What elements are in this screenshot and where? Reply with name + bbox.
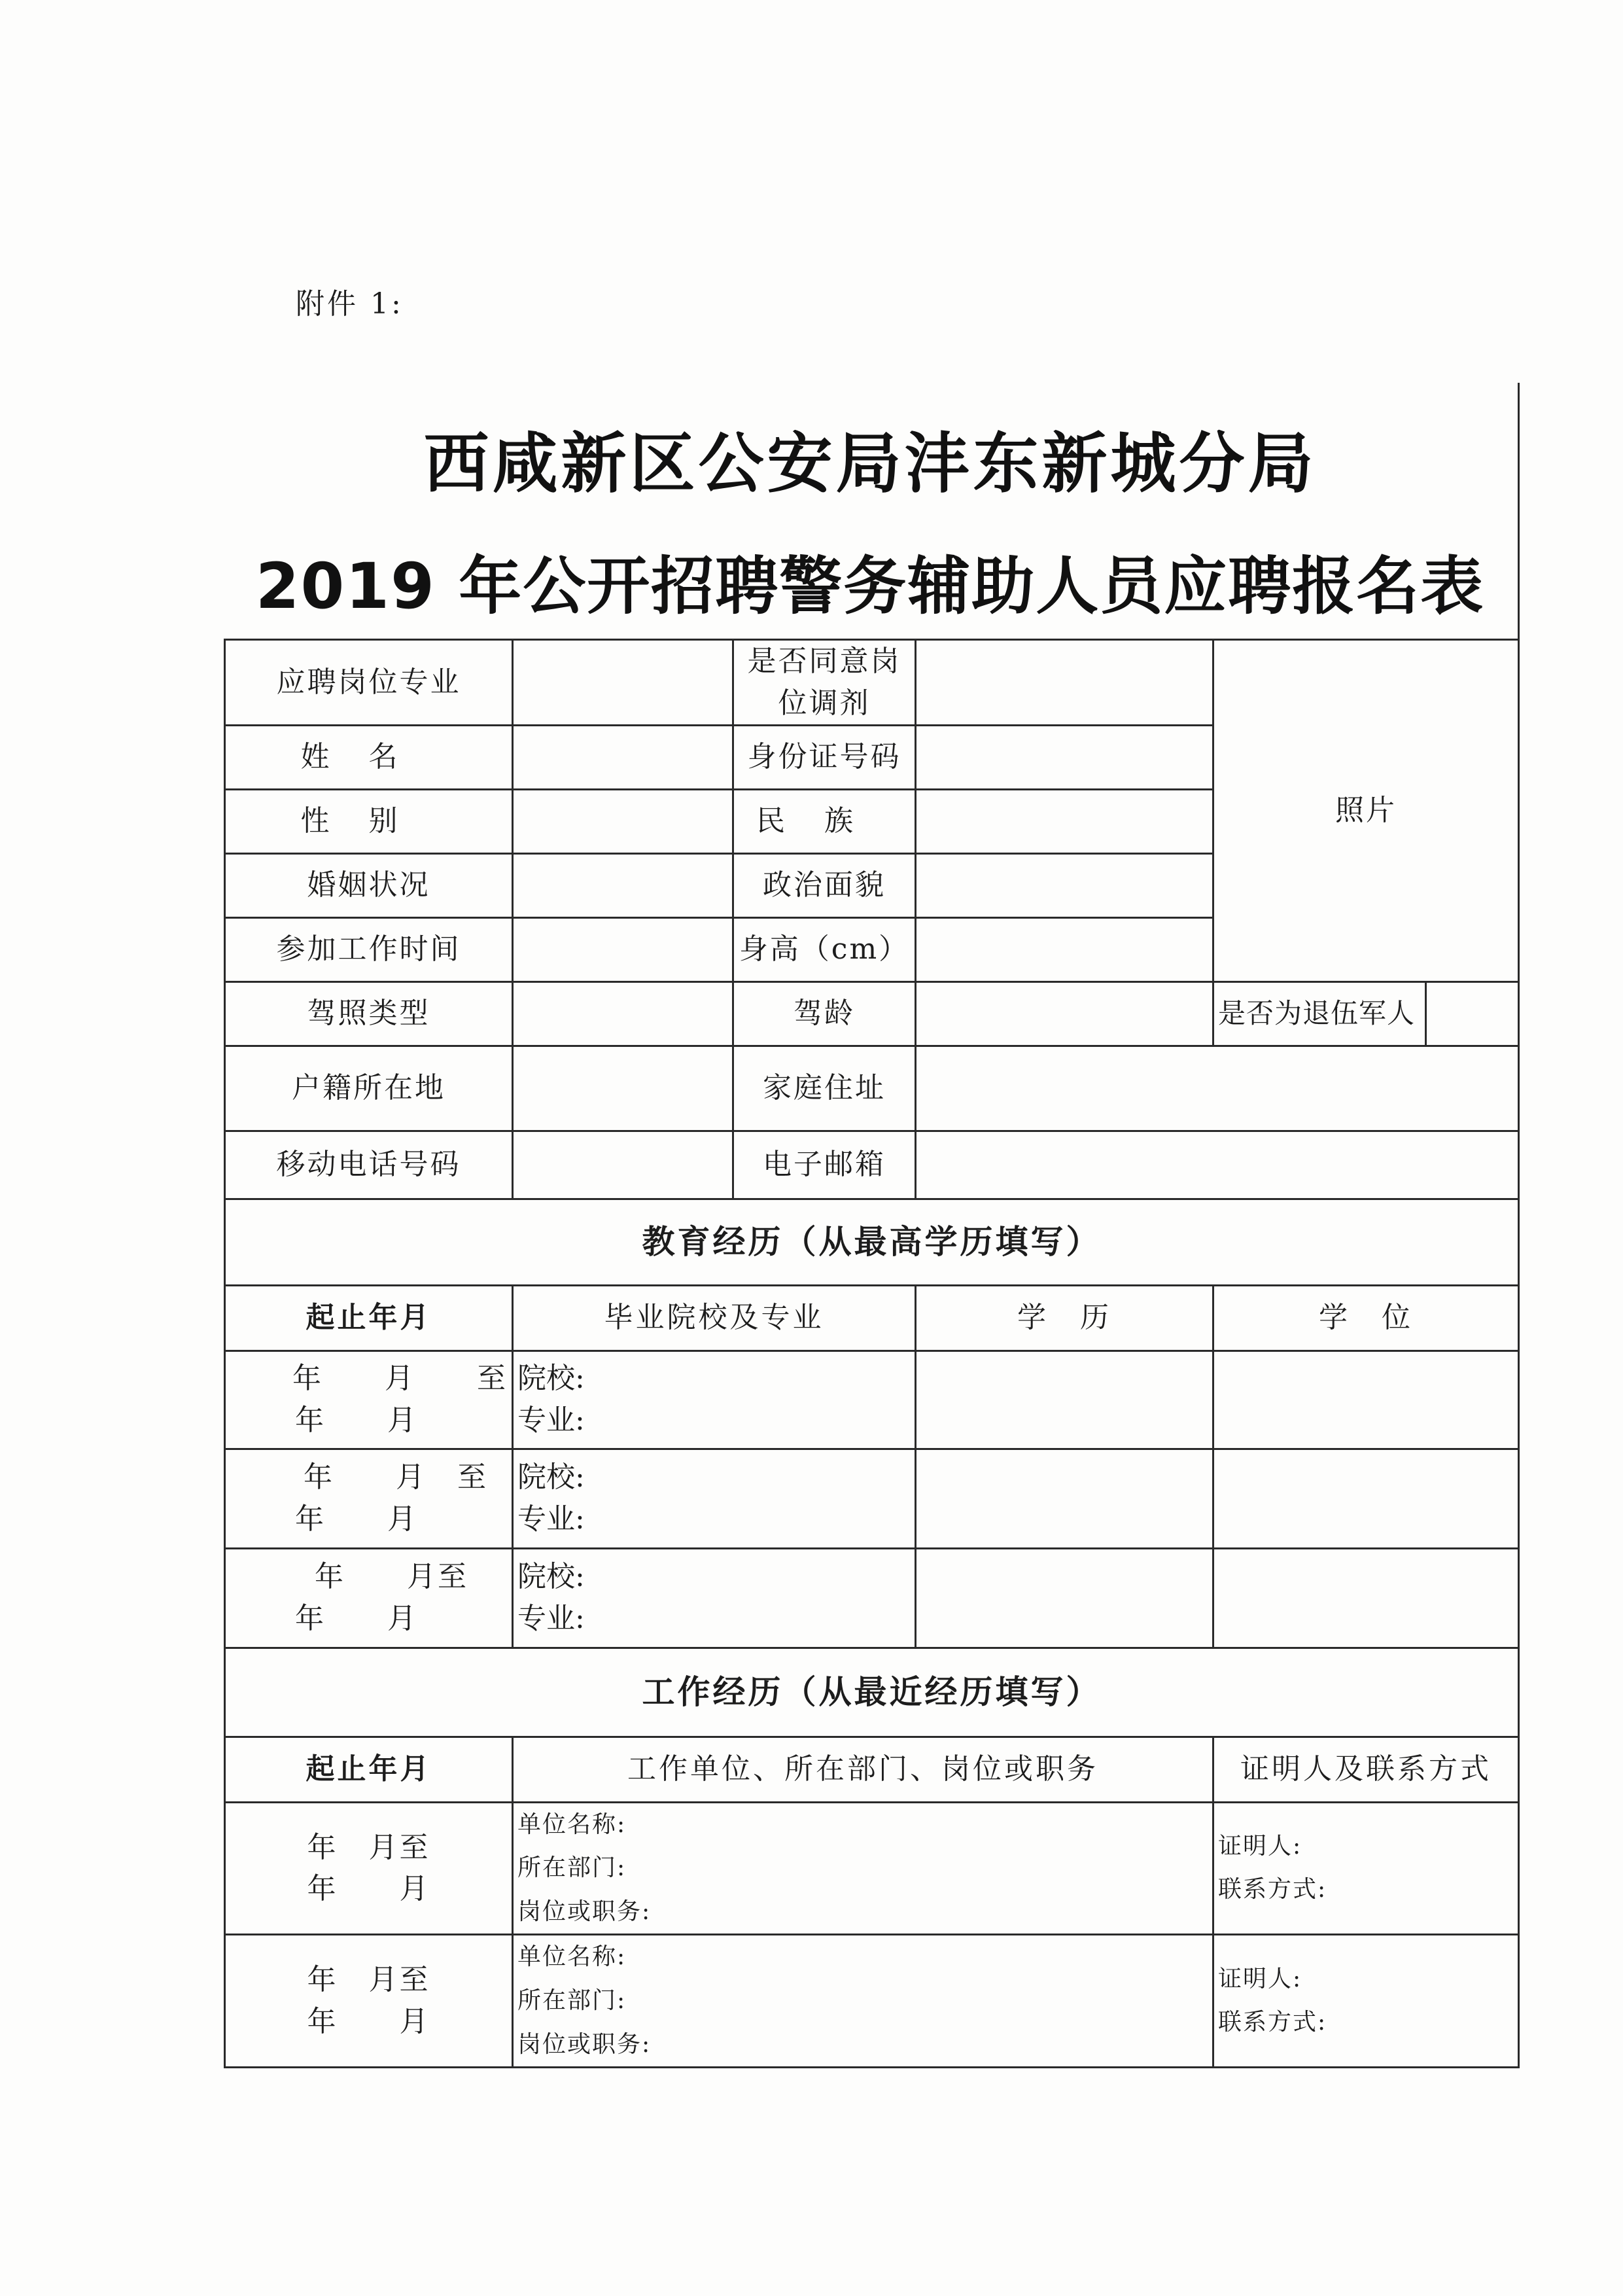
edu-period-cell[interactable]	[225, 1351, 513, 1449]
work-contact-label: 联系方式:	[1218, 2009, 1327, 2036]
label-marital-status: 婚姻状况	[225, 853, 513, 917]
edu-col-degree-level: 学 历	[916, 1285, 1213, 1351]
edu-degree-cell[interactable]	[1213, 1351, 1519, 1449]
work-section-title: 工作经历（从最近经历填写）	[225, 1648, 1519, 1737]
work-post-label: 岗位或职务:	[517, 2030, 652, 2058]
education-section-title: 教育经历（从最高学历填写）	[225, 1199, 1519, 1285]
field-agree-adjust[interactable]	[916, 640, 1213, 726]
work-col-unit: 工作单位、所在部门、岗位或职务	[513, 1737, 1213, 1802]
edu-period-cell[interactable]	[225, 1548, 513, 1648]
field-driving-years[interactable]	[916, 981, 1213, 1046]
edu-major-label: 专业:	[517, 1404, 585, 1438]
label-home-address: 家庭住址	[733, 1046, 916, 1131]
field-political-status[interactable]	[916, 853, 1213, 917]
work-unit-label: 单位名称:	[517, 1810, 627, 1838]
work-col-period: 起止年月	[225, 1737, 513, 1802]
edu-col-degree: 学 位	[1213, 1285, 1519, 1351]
label-agree-adjust-text: 是否同意岗位调剂	[747, 645, 901, 720]
edu-period-start: 年 月至	[315, 1560, 468, 1594]
edu-col-school-major: 毕业院校及专业	[513, 1285, 916, 1351]
edu-period-start: 年 月 至	[304, 1460, 488, 1494]
work-period-cell[interactable]	[225, 1802, 513, 1935]
edu-school-major-cell[interactable]	[513, 1449, 916, 1548]
edu-major-label: 专业:	[517, 1602, 585, 1636]
work-period-start: 年 月至	[307, 1963, 430, 1997]
edu-major-label: 专业:	[517, 1502, 585, 1536]
work-row	[225, 1935, 1519, 2068]
work-period-cell[interactable]	[225, 1935, 513, 2068]
work-dept-label: 所在部门:	[517, 1987, 627, 2014]
education-row	[225, 1351, 1519, 1449]
field-height[interactable]	[916, 917, 1213, 981]
edu-degree-cell[interactable]	[1213, 1449, 1519, 1548]
field-hukou-location[interactable]	[513, 1046, 733, 1131]
field-email[interactable]	[916, 1131, 1519, 1199]
edu-level-cell[interactable]	[916, 1351, 1213, 1449]
form-row-contact	[225, 1131, 1519, 1199]
field-gender[interactable]	[513, 789, 733, 853]
form-row-position	[225, 640, 1519, 726]
label-veteran: 是否为退伍军人	[1213, 981, 1426, 1046]
application-form-table	[224, 639, 1520, 2068]
label-work-start-time: 参加工作时间	[225, 917, 513, 981]
field-mobile[interactable]	[513, 1131, 733, 1199]
form-title-line1: 西咸新区公安局沣东新城分局	[423, 425, 1317, 502]
photo-label: 照片	[1335, 793, 1397, 827]
work-unit-label: 单位名称:	[517, 1943, 627, 1971]
education-row	[225, 1449, 1519, 1548]
field-home-address[interactable]	[916, 1046, 1519, 1131]
label-agree-adjust	[733, 640, 916, 726]
work-period-start: 年 月至	[307, 1830, 430, 1864]
edu-school-label: 院校:	[517, 1560, 585, 1594]
field-name[interactable]	[513, 725, 733, 789]
work-witness-label: 证明人:	[1218, 1832, 1302, 1860]
field-id-number[interactable]	[916, 725, 1213, 789]
work-period-end: 年 月	[307, 1872, 430, 1906]
label-political-status: 政治面貌	[733, 853, 916, 917]
label-hukou-location: 户籍所在地	[225, 1046, 513, 1131]
edu-degree-cell[interactable]	[1213, 1548, 1519, 1648]
work-witness-cell[interactable]	[1213, 1935, 1519, 2068]
photo-box[interactable]	[1213, 640, 1519, 982]
edu-period-start: 年 月 至	[292, 1362, 508, 1396]
work-unit-cell[interactable]	[513, 1802, 1213, 1935]
edu-level-cell[interactable]	[916, 1449, 1213, 1548]
work-contact-label: 联系方式:	[1218, 1876, 1327, 1903]
field-position-major[interactable]	[513, 640, 733, 726]
label-gender: 性别	[225, 789, 513, 853]
field-license-type[interactable]	[513, 981, 733, 1046]
work-row	[225, 1802, 1519, 1935]
edu-school-label: 院校:	[517, 1460, 585, 1494]
edu-period-cell[interactable]	[225, 1449, 513, 1548]
label-email: 电子邮箱	[733, 1131, 916, 1199]
edu-col-period: 起止年月	[225, 1285, 513, 1351]
work-post-label: 岗位或职务:	[517, 1898, 652, 1925]
work-witness-label: 证明人:	[1218, 1965, 1302, 1992]
edu-school-major-cell[interactable]	[513, 1548, 916, 1648]
work-witness-cell[interactable]	[1213, 1802, 1519, 1935]
edu-period-end: 年 月	[295, 1502, 418, 1536]
field-work-start-time[interactable]	[513, 917, 733, 981]
work-section-row	[225, 1648, 1519, 1737]
label-license-type: 驾照类型	[225, 981, 513, 1046]
form-title-line2: 2019 年公开招聘警务辅助人员应聘报名表	[255, 550, 1485, 623]
edu-school-major-cell[interactable]	[513, 1351, 916, 1449]
form-row-license	[225, 981, 1519, 1046]
work-period-end: 年 月	[307, 2005, 430, 2039]
work-dept-label: 所在部门:	[517, 1854, 627, 1882]
edu-period-end: 年 月	[295, 1602, 418, 1636]
work-unit-cell[interactable]	[513, 1935, 1213, 2068]
label-ethnicity: 民族	[733, 789, 916, 853]
field-veteran[interactable]	[1426, 981, 1519, 1046]
work-col-witness: 证明人及联系方式	[1213, 1737, 1519, 1802]
edu-period-end: 年 月	[295, 1404, 418, 1438]
edu-level-cell[interactable]	[916, 1548, 1213, 1648]
education-section-row	[225, 1199, 1519, 1285]
label-driving-years: 驾龄	[733, 981, 916, 1046]
label-name: 姓名	[225, 725, 513, 789]
education-row	[225, 1548, 1519, 1648]
attachment-label: 附件 1:	[296, 287, 404, 321]
education-header-row	[225, 1285, 1519, 1351]
field-marital-status[interactable]	[513, 853, 733, 917]
form-row-hukou	[225, 1046, 1519, 1131]
edu-school-label: 院校:	[517, 1362, 585, 1396]
field-ethnicity[interactable]	[916, 789, 1213, 853]
work-header-row	[225, 1737, 1519, 1802]
label-id-number: 身份证号码	[733, 725, 916, 789]
label-position-major: 应聘岗位专业	[225, 640, 513, 726]
label-height: 身高（cm）	[733, 917, 916, 981]
label-mobile: 移动电话号码	[225, 1131, 513, 1199]
